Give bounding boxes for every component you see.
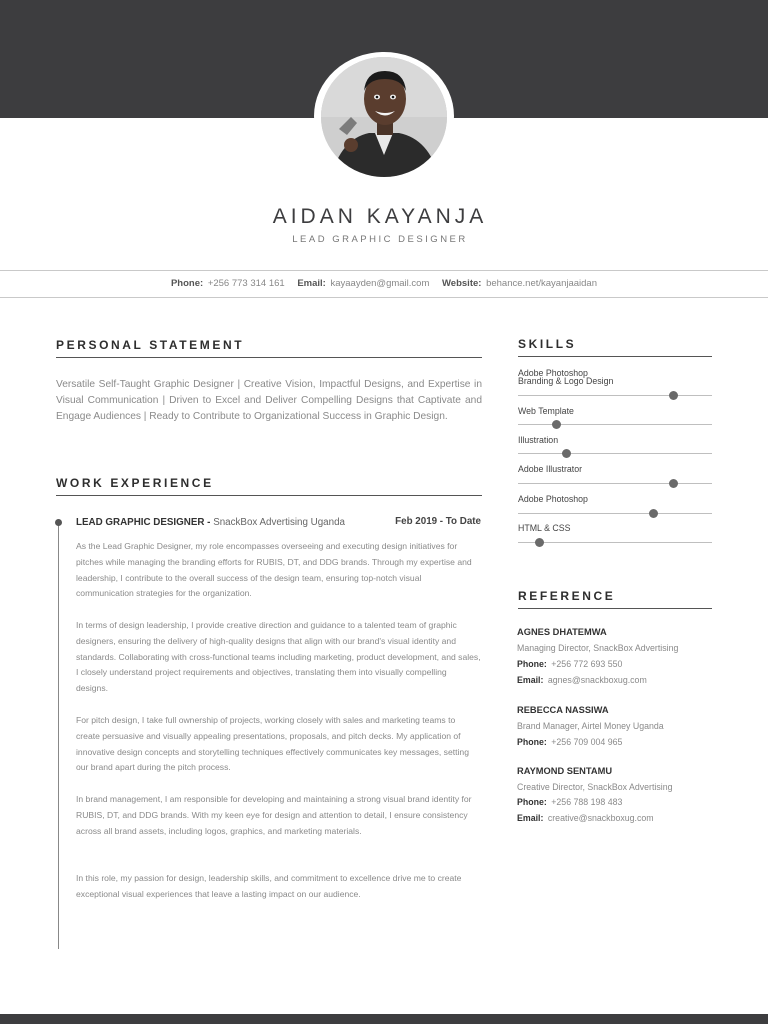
personal-statement-text: Versatile Self-Taught Graphic Designer | Creative Vision, Impactful Designs, and Expertise in Visual Communication | Driven to Excel and Deliver Compelling Designs that Captivate and Engage Audiences | Ready to Contribute to Organizational Success in Graphic Design.	[56, 379, 482, 422]
job-paragraph: For pitch design, I take full ownership of projects, working closely with sales and marketing teams to create persuasive and visually appealing presentations, proposals, and pitch decks. My application of innovative design concepts and storytelling techniques effectively communicates key messages, setting our brand apart during the pitch process.	[76, 715, 469, 773]
reference-position: Creative Director, SnackBox Advertising	[517, 782, 673, 792]
skill-label: Adobe Illustrator	[518, 464, 583, 474]
reference-phone	[517, 797, 622, 807]
reference-email-label: Email:	[517, 813, 544, 823]
reference-phone-label: Phone:	[517, 659, 547, 669]
reference-phone-value: +256 788 198 483	[551, 797, 623, 807]
reference-name: REBECCA NASSIWA	[517, 705, 609, 715]
reference-heading: REFERENCE	[518, 589, 616, 603]
reference-email-link[interactable]: creative@snackboxug.com	[547, 813, 654, 823]
job-date: Feb 2019 - To Date	[395, 516, 481, 527]
reference-email-label: Email:	[517, 675, 544, 685]
email-label: Email:	[297, 278, 326, 289]
skill-label: Web Template	[518, 406, 574, 416]
reference-rule	[518, 608, 712, 609]
skill-level-knob	[535, 538, 544, 547]
skill-level-knob	[669, 391, 678, 400]
timeline-line	[58, 523, 59, 949]
skill-level-knob	[552, 420, 561, 429]
work-experience-rule	[56, 495, 482, 496]
avatar-illustration	[321, 57, 447, 177]
reference-email	[517, 675, 647, 685]
skill-level-knob	[562, 449, 571, 458]
skill-level-knob	[669, 479, 678, 488]
skill-track	[518, 542, 712, 543]
reference-name: AGNES DHATEMWA	[517, 627, 607, 637]
skills-heading: SKILLS	[518, 337, 577, 351]
reference-email-link[interactable]: agnes@snackboxug.com	[547, 675, 647, 685]
contact-phone	[171, 278, 285, 289]
job-paragraph: In this role, my passion for design, leadership skills, and commitment to excellence drive me to create exceptional visual experiences that leave a lasting impact on our audience.	[76, 873, 462, 899]
skill-level-knob	[649, 509, 658, 518]
job-paragraph: As the Lead Graphic Designer, my role encompasses overseeing and executing design initiatives for pitches while managing the branding efforts for RUBIS, DT, and DDG brands. Through my expertise and leadership, I contribute to the overall success of the design team, ensuring top-notch visual communication strategies for the organization.	[76, 541, 472, 599]
reference-email	[517, 813, 654, 823]
phone-label: Phone:	[170, 278, 204, 289]
candidate-name: AIDAN KAYANJA	[272, 205, 488, 228]
email-link[interactable]: kayaayden@gmail.com	[330, 278, 430, 289]
job-company: SnackBox Advertising Uganda	[213, 517, 345, 528]
skill-track	[518, 395, 712, 396]
reference-phone-label: Phone:	[517, 797, 547, 807]
candidate-role: LEAD GRAPHIC DESIGNER	[292, 234, 468, 245]
personal-statement-heading: PERSONAL STATEMENT	[56, 338, 245, 352]
skill-label: Adobe Photoshop	[518, 494, 588, 504]
reference-phone	[517, 737, 622, 747]
skill-track	[518, 513, 712, 514]
reference-name: RAYMOND SENTAMU	[517, 766, 613, 776]
job-paragraph: In brand management, I am responsible for developing and maintaining a strong visual brand identity for RUBIS, DT, and DDG brands. With my keen eye for design and attention to detail, I ensure consistency across all brand assets, including logos, graphics, and marketing materials.	[76, 794, 472, 836]
job-title-line	[76, 517, 345, 528]
skill-label: HTML & CSS	[518, 523, 571, 533]
personal-statement-rule	[56, 357, 482, 358]
contact-bar	[0, 270, 768, 298]
job-title: LEAD GRAPHIC DESIGNER -	[76, 517, 211, 528]
contact-line	[0, 278, 768, 289]
contact-email	[297, 278, 429, 289]
footer-band	[0, 1014, 768, 1024]
skill-label: Branding & Logo Design	[518, 376, 614, 386]
skill-track	[518, 483, 712, 484]
skill-track	[518, 424, 712, 425]
reference-phone-label: Phone:	[517, 737, 547, 747]
contact-website	[442, 278, 597, 289]
website-label: Website:	[442, 278, 482, 289]
skills-rule	[518, 356, 712, 357]
skill-label: Illustration	[518, 435, 559, 445]
reference-phone-value: +256 772 693 550	[551, 659, 623, 669]
work-experience-heading: WORK EXPERIENCE	[56, 476, 214, 490]
skill-label: Adobe Photoshop	[518, 368, 588, 378]
skill-track	[518, 453, 712, 454]
avatar	[321, 57, 447, 177]
website-link[interactable]: behance.net/kayanjaaidan	[486, 278, 598, 289]
phone-value: +256 773 314 161	[207, 278, 285, 289]
timeline-dot	[55, 519, 62, 526]
reference-position: Brand Manager, Airtel Money Uganda	[517, 721, 664, 731]
reference-position: Managing Director, SnackBox Advertising	[517, 643, 679, 653]
job-paragraph: In terms of design leadership, I provide creative direction and guidance to a talented team of graphic designers, ensuring the delivery of high-quality designs that align with our brand's visual identity and standards. Collaborating with cross-functional teams including marketing, product development, and sales, I closely understand project requirements and objectives, translating them into visually compelling designs.	[76, 620, 481, 694]
reference-phone	[517, 659, 622, 669]
reference-phone-value: +256 709 004 965	[551, 737, 623, 747]
